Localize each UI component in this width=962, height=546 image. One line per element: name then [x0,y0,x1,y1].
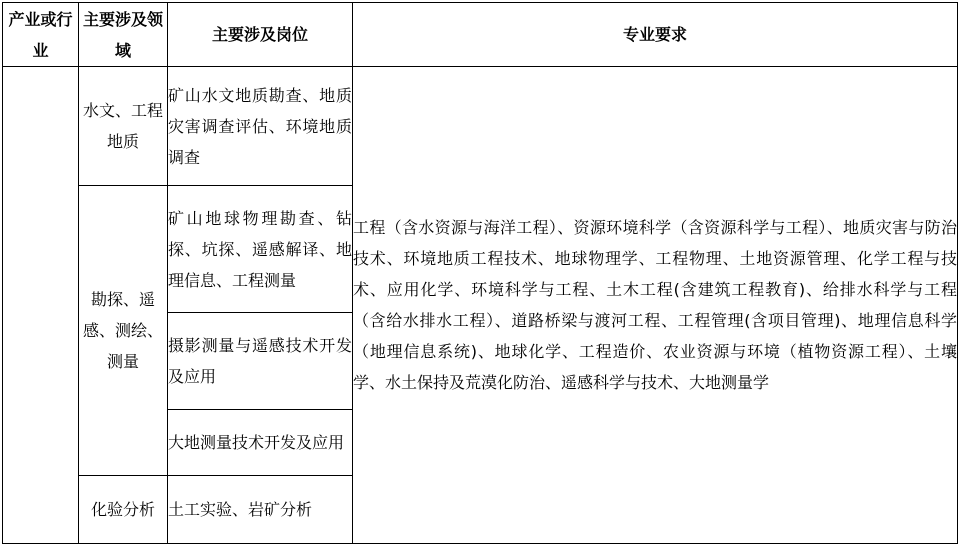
post-cell: 摄影测量与遥感技术开发及应用 [168,313,353,410]
domain-cell: 勘探、遥感、测绘、测量 [79,186,168,476]
header-row [3,3,958,67]
sector-cell [3,67,79,544]
requirement-cell: 工程（含水资源与海洋工程）、资源环境科学（含资源科学与工程）、地质灾害与防治技术、环境地质工程技术、地球物理学、工程物理、土地资源管理、化学工程与技术、应用化学、环境科学与工程、土木工程(含建筑工程教育)、给排水科学与工程（含给水排水工程）、道路桥梁与渡河工程、工程管理(含项目管理)、地理信息科学（地理信息系统)、地球化学、工程造价、农业资源与环境（植物资源工程）、土壤学、水土保持及荒漠化防治、遥感科学与技术、大地测量学 [353,67,958,544]
requirements-table [2,2,958,544]
post-cell: 大地测量技术开发及应用 [168,410,353,476]
post-cell: 矿山水文地质勘查、地质灾害调查评估、环境地质调查 [168,67,353,186]
domain-cell: 化验分析 [79,476,168,544]
header-requirement: 专业要求 [353,3,958,67]
post-cell: 土工实验、岩矿分析 [168,476,353,544]
table-row [3,67,958,186]
header-sector: 产业或行业 [3,3,79,67]
domain-cell: 水文、工程地质 [79,67,168,186]
header-domain: 主要涉及领域 [79,3,168,67]
header-post: 主要涉及岗位 [168,3,353,67]
post-cell: 矿山地球物理勘查、钻探、坑探、遥感解译、地理信息、工程测量 [168,186,353,313]
